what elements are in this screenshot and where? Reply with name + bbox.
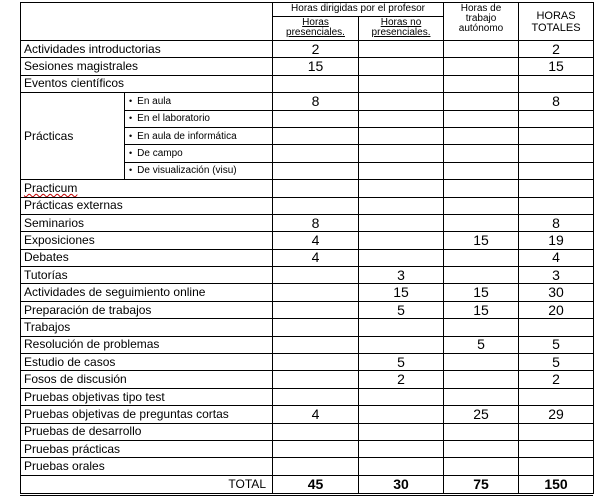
- table-row: [21, 423, 594, 440]
- cell-autonomo: [444, 162, 519, 179]
- cell-presenciales: [273, 75, 359, 92]
- header-no-presenciales: Horas no presenciales.: [359, 17, 444, 41]
- cell-autonomo: 15: [444, 232, 519, 249]
- cell-autonomo: [444, 75, 519, 92]
- row-label-text: Practicum: [24, 180, 78, 195]
- cell-presenciales: [273, 423, 359, 440]
- row-label: Exposiciones: [21, 232, 273, 249]
- row-label: Pruebas orales: [21, 458, 273, 475]
- cell-autonomo: [444, 267, 519, 284]
- cell-presenciales: 8: [273, 93, 359, 110]
- cell-autonomo: [444, 180, 519, 197]
- row-label: Pruebas prácticas: [21, 440, 273, 457]
- cell-total: 5: [519, 336, 594, 353]
- cell-no-presenciales: [359, 214, 444, 231]
- practicas-sub-item: [125, 162, 273, 179]
- cell-autonomo: [444, 214, 519, 231]
- table-row: [21, 180, 594, 197]
- cell-autonomo: [444, 371, 519, 388]
- cell-presenciales: [273, 388, 359, 405]
- row-label: Prácticas externas: [21, 197, 273, 214]
- cell-no-presenciales: [359, 406, 444, 423]
- cell-no-presenciales: [359, 440, 444, 457]
- cell-total: [519, 197, 594, 214]
- cell-autonomo: 5: [444, 336, 519, 353]
- cell-presenciales: 15: [273, 58, 359, 75]
- cell-total: [519, 75, 594, 92]
- cell-no-presenciales: 5: [359, 354, 444, 371]
- row-label: Resolución de problemas: [21, 336, 273, 353]
- cell-total: 8: [519, 214, 594, 231]
- cell-autonomo: [444, 145, 519, 162]
- total-horas: 150: [519, 475, 594, 493]
- cell-no-presenciales: 3: [359, 267, 444, 284]
- row-label: Trabajos: [21, 319, 273, 336]
- cell-total: 19: [519, 232, 594, 249]
- practicas-sub-item-label: De campo: [137, 148, 183, 160]
- cell-presenciales: [273, 301, 359, 318]
- row-label: Seminarios: [21, 214, 273, 231]
- row-label: [21, 180, 273, 197]
- row-label: Eventos científicos: [21, 75, 273, 92]
- bullet-icon: •: [129, 113, 133, 124]
- cell-total: [519, 423, 594, 440]
- cell-no-presenciales: [359, 145, 444, 162]
- cell-total: [519, 162, 594, 179]
- cell-autonomo: [444, 93, 519, 110]
- hours-table: [20, 2, 594, 494]
- cell-total: [519, 127, 594, 144]
- bullet-icon: •: [129, 95, 133, 106]
- cell-presenciales: 4: [273, 406, 359, 423]
- table-row: [21, 214, 594, 231]
- cell-no-presenciales: [359, 162, 444, 179]
- cell-total: [519, 440, 594, 457]
- cell-autonomo: [444, 249, 519, 266]
- row-label: Actividades introductorias: [21, 41, 273, 58]
- cell-autonomo: [444, 388, 519, 405]
- cell-no-presenciales: [359, 336, 444, 353]
- cell-total: 2: [519, 41, 594, 58]
- cell-total: 29: [519, 406, 594, 423]
- cell-autonomo: 25: [444, 406, 519, 423]
- bullet-icon: •: [129, 148, 133, 159]
- table-row: [21, 58, 594, 75]
- cell-total: 30: [519, 284, 594, 301]
- cell-no-presenciales: 5: [359, 301, 444, 318]
- cell-no-presenciales: [359, 249, 444, 266]
- cell-autonomo: [444, 423, 519, 440]
- cell-total: [519, 110, 594, 127]
- row-label: Preparación de trabajos: [21, 301, 273, 318]
- cell-presenciales: [273, 336, 359, 353]
- row-label: Debates: [21, 249, 273, 266]
- header-presenciales: Horas presenciales.: [273, 17, 359, 41]
- practicas-sub-item-label: De visualización (visu): [137, 165, 237, 177]
- cell-total: [519, 388, 594, 405]
- cell-presenciales: [273, 371, 359, 388]
- cell-total: [519, 145, 594, 162]
- cell-total: [519, 458, 594, 475]
- practicas-group-label: Prácticas: [21, 93, 125, 180]
- cell-no-presenciales: [359, 75, 444, 92]
- practicas-sub-item-label: En aula: [137, 95, 172, 107]
- practicas-sub-item-label: En aula de informática: [137, 130, 237, 142]
- practicas-sub-item: [125, 110, 273, 127]
- cell-total: 4: [519, 249, 594, 266]
- total-no-presenciales: 30: [359, 475, 444, 493]
- cell-no-presenciales: [359, 197, 444, 214]
- cell-no-presenciales: 15: [359, 284, 444, 301]
- bullet-icon: •: [129, 130, 133, 141]
- cell-no-presenciales: [359, 319, 444, 336]
- cell-presenciales: [273, 162, 359, 179]
- table-row: [21, 249, 594, 266]
- cell-no-presenciales: [359, 232, 444, 249]
- total-label: TOTAL: [21, 475, 273, 493]
- total-presenciales: 45: [273, 475, 359, 493]
- table-row: [21, 232, 594, 249]
- practicas-sub-item-label: En el laboratorio: [137, 113, 210, 125]
- cell-no-presenciales: [359, 127, 444, 144]
- table-row: [21, 267, 594, 284]
- table-row: [21, 284, 594, 301]
- cell-total: 20: [519, 301, 594, 318]
- cell-no-presenciales: [359, 58, 444, 75]
- cell-presenciales: [273, 458, 359, 475]
- table-row: [21, 458, 594, 475]
- cell-autonomo: 15: [444, 284, 519, 301]
- cell-presenciales: [273, 319, 359, 336]
- bottom-rule: [20, 495, 593, 496]
- header-empty-cell: [21, 3, 273, 41]
- cell-presenciales: 2: [273, 41, 359, 58]
- cell-presenciales: [273, 354, 359, 371]
- cell-no-presenciales: [359, 458, 444, 475]
- cell-no-presenciales: [359, 388, 444, 405]
- table-row: [21, 388, 594, 405]
- table-row: [21, 354, 594, 371]
- table-row: [21, 41, 594, 58]
- row-label: Tutorías: [21, 267, 273, 284]
- cell-no-presenciales: [359, 180, 444, 197]
- cell-total: 15: [519, 58, 594, 75]
- header-totales: HORAS TOTALES: [519, 3, 594, 41]
- cell-presenciales: [273, 267, 359, 284]
- total-row: [21, 475, 594, 493]
- cell-autonomo: [444, 110, 519, 127]
- cell-total: [519, 180, 594, 197]
- cell-presenciales: [273, 127, 359, 144]
- cell-autonomo: [444, 354, 519, 371]
- header-group-label: Horas dirigidas por el profesor: [273, 3, 444, 17]
- table-row: [21, 406, 594, 423]
- cell-no-presenciales: [359, 93, 444, 110]
- row-label: Pruebas objetivas tipo test: [21, 388, 273, 405]
- cell-total: [519, 319, 594, 336]
- table-row: [21, 319, 594, 336]
- row-label: Actividades de seguimiento online: [21, 284, 273, 301]
- cell-presenciales: 4: [273, 232, 359, 249]
- cell-presenciales: 4: [273, 249, 359, 266]
- cell-total: 2: [519, 371, 594, 388]
- cell-no-presenciales: [359, 41, 444, 58]
- table-row: [21, 75, 594, 92]
- cell-total: 8: [519, 93, 594, 110]
- table-row: [21, 336, 594, 353]
- cell-presenciales: [273, 440, 359, 457]
- cell-presenciales: 8: [273, 214, 359, 231]
- cell-autonomo: [444, 319, 519, 336]
- cell-presenciales: [273, 145, 359, 162]
- cell-no-presenciales: [359, 110, 444, 127]
- cell-presenciales: [273, 180, 359, 197]
- table-row: [21, 371, 594, 388]
- row-label: Sesiones magistrales: [21, 58, 273, 75]
- cell-no-presenciales: 2: [359, 371, 444, 388]
- table-row: [21, 93, 594, 110]
- cell-autonomo: [444, 127, 519, 144]
- cell-presenciales: [273, 110, 359, 127]
- total-autonomo: 75: [444, 475, 519, 493]
- practicas-sub-item: [125, 93, 273, 110]
- row-label: Estudio de casos: [21, 354, 273, 371]
- row-label: Fosos de discusión: [21, 371, 273, 388]
- cell-total: 5: [519, 354, 594, 371]
- header-autonomo: Horas de trabajo autónomo: [444, 3, 519, 41]
- row-label: Pruebas de desarrollo: [21, 423, 273, 440]
- cell-autonomo: [444, 197, 519, 214]
- cell-autonomo: [444, 58, 519, 75]
- cell-total: 3: [519, 267, 594, 284]
- table-row: [21, 197, 594, 214]
- practicas-sub-item: [125, 127, 273, 144]
- table-row: [21, 440, 594, 457]
- cell-no-presenciales: [359, 423, 444, 440]
- table-row: [21, 301, 594, 318]
- cell-autonomo: [444, 440, 519, 457]
- row-label: Pruebas objetivas de preguntas cortas: [21, 406, 273, 423]
- cell-autonomo: [444, 458, 519, 475]
- practicas-sub-item: [125, 145, 273, 162]
- cell-autonomo: 15: [444, 301, 519, 318]
- bullet-icon: •: [129, 165, 133, 176]
- cell-autonomo: [444, 41, 519, 58]
- cell-presenciales: [273, 197, 359, 214]
- cell-presenciales: [273, 284, 359, 301]
